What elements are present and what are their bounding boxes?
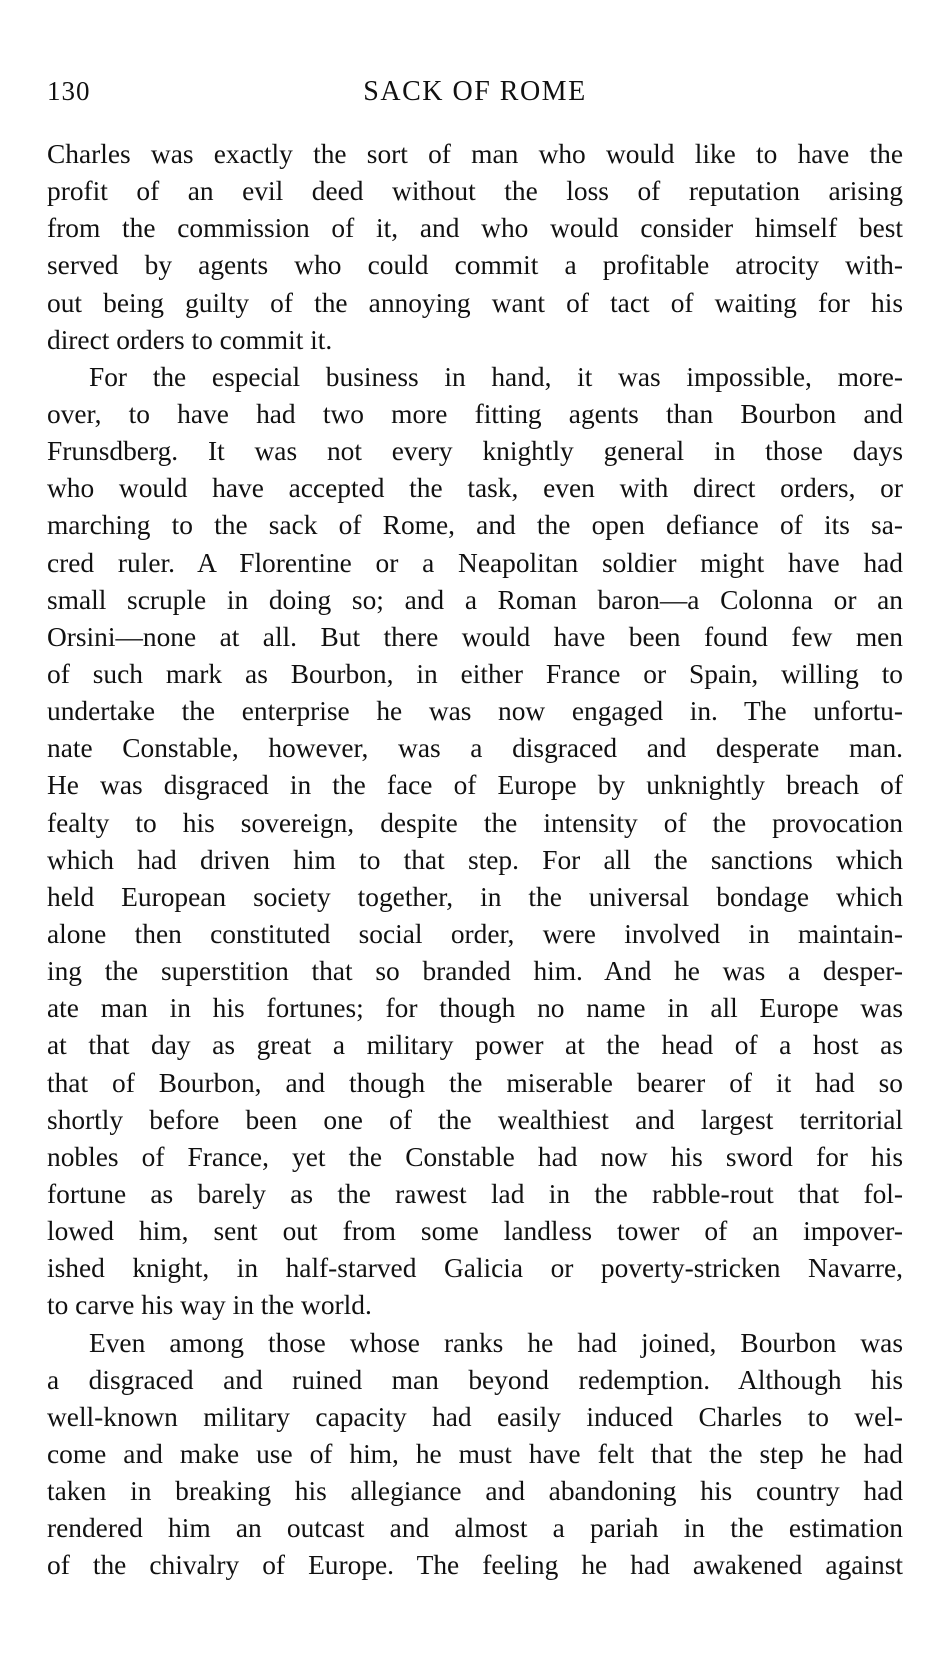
text-line: cred ruler. A Florentine or a Neapolitan soldier might have had — [47, 547, 903, 578]
text-line: well-known military capacity had easily induced Charles to wel- — [47, 1401, 903, 1432]
text-line: For the especial business in hand, it was impossible, more- — [89, 361, 903, 392]
text-line: Frunsdberg. It was not every knightly general in those days — [47, 436, 903, 467]
page-number: 130 — [47, 76, 91, 106]
text-line: ished knight, in half-starved Galicia or poverty-stricken Navarre, — [47, 1253, 903, 1284]
text-line: Orsini—none at all. But there would have been found few men — [47, 621, 903, 652]
text-line: who would have accepted the task, even with direct orders, or — [47, 473, 903, 504]
text-line: a disgraced and ruined man beyond redemption. Although his — [47, 1364, 903, 1395]
running-title: SACK OF ROME — [363, 76, 587, 107]
text-line: direct orders to commit it. — [47, 324, 333, 355]
text-line: fortune as barely as the rawest lad in the rabble-rout that fol- — [47, 1178, 903, 1209]
text-line: ate man in his fortunes; for though no name in all Europe was — [47, 993, 903, 1024]
text-line: nate Constable, however, was a disgraced and desperate man. — [47, 733, 903, 764]
text-line: Even among those whose ranks he had joined, Bourbon was — [89, 1327, 903, 1358]
text-line: served by agents who could commit a profitable atrocity with- — [47, 250, 903, 281]
text-line: Charles was exactly the sort of man who would like to have the — [47, 139, 903, 169]
text-line: undertake the enterprise he was now engaged in. The unfortu- — [47, 696, 903, 727]
text-line: come and make use of him, he must have felt that the step he had — [47, 1438, 903, 1469]
text-line: of the chivalry of Europe. The feeling he had awakened against — [47, 1550, 903, 1581]
text-line: shortly before been one of the wealthiest and largest territorial — [47, 1104, 903, 1135]
text-line: held European society together, in the universal bondage which — [47, 881, 903, 912]
text-line: that of Bourbon, and though the miserable bearer of it had so — [47, 1067, 903, 1098]
text-line: profit of an evil deed without the loss of reputation arising — [47, 176, 903, 207]
text-line: which had driven him to that step. For all the sanctions which — [47, 844, 903, 875]
body-text — [47, 136, 903, 1584]
text-line: small scruple in doing so; and a Roman baron—a Colonna or an — [47, 584, 903, 615]
text-line: He was disgraced in the face of Europe by unknightly breach of — [47, 770, 903, 801]
text-line: lowed him, sent out from some landless tower of an impover- — [47, 1216, 903, 1247]
text-line: at that day as great a military power at the head of a host as — [47, 1030, 903, 1061]
text-line: marching to the sack of Rome, and the open defiance of its sa- — [47, 510, 903, 541]
page-header — [47, 76, 903, 116]
text-line: to carve his way in the world. — [47, 1290, 372, 1321]
text-line: alone then constituted social order, were involved in maintain- — [47, 918, 903, 949]
text-line: over, to have had two more fitting agents than Bourbon and — [47, 398, 903, 429]
text-line: from the commission of it, and who would consider himself best — [47, 213, 903, 244]
text-line: nobles of France, yet the Constable had now his sword for his — [47, 1141, 903, 1172]
text-line: taken in breaking his allegiance and abandoning his country had — [47, 1476, 903, 1507]
text-line: out being guilty of the annoying want of tact of waiting for his — [47, 287, 903, 318]
text-line: fealty to his sovereign, despite the intensity of the provocation — [47, 807, 903, 838]
text-line: rendered him an outcast and almost a pariah in the estimation — [47, 1513, 903, 1544]
text-line: ing the superstition that so branded him. And he was a desper- — [47, 956, 903, 987]
text-line: of such mark as Bourbon, in either France or Spain, willing to — [47, 658, 903, 689]
